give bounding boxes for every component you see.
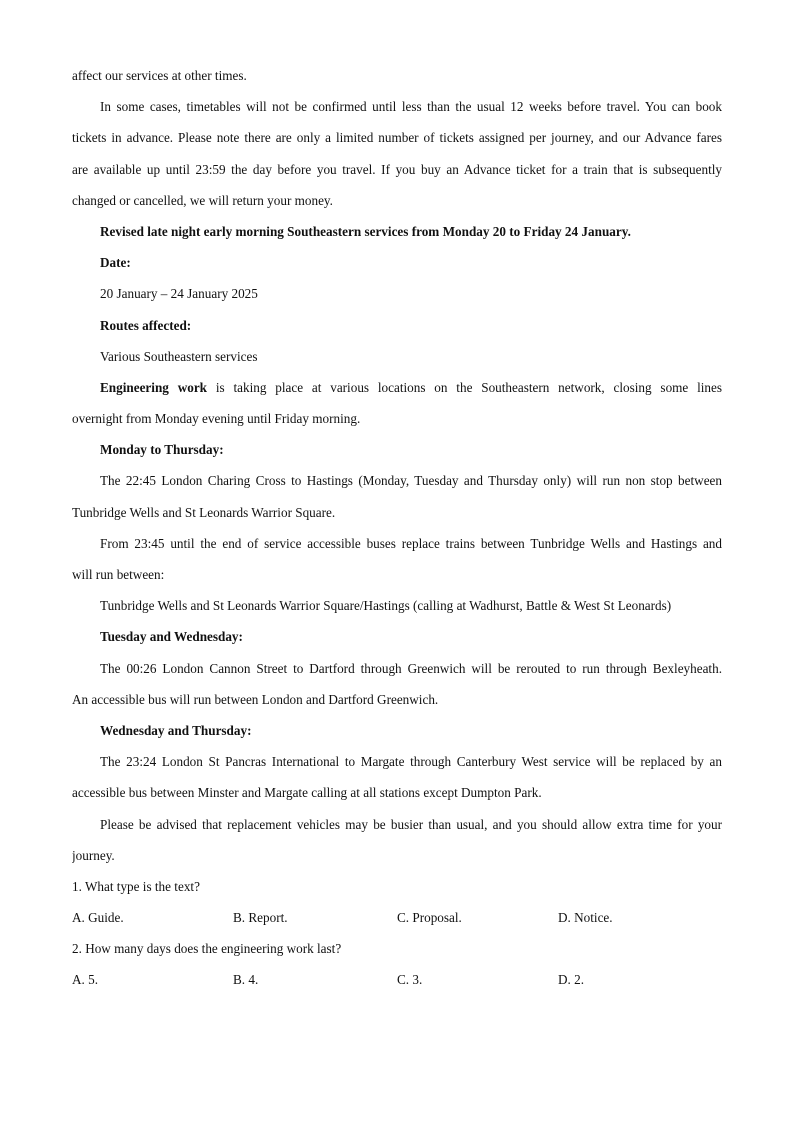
option-b: B. 4. [233,972,259,988]
engineering-work-bold: Engineering work [100,379,208,395]
text-line: Tunbridge Wells and St Leonards Warrior Square/Hastings (calling at Wadhurst, Battle & West St Leonards) [100,598,672,614]
text-span: is taking place at various locations on the Southeastern network, closing some lines [207,379,722,395]
routes-label: Routes affected: [100,317,192,333]
passage [72,60,722,996]
text-line: Please be advised that replacement vehicles may be busier than usual, and you should allow extra time for your [100,816,722,832]
text-line: accessible bus between Minster and Margate calling at all stations except Dumpton Park. [72,785,542,801]
text-line: The 00:26 London Cannon Street to Dartford through Greenwich will be rerouted to run through Bexleyheath. [100,660,722,676]
section-heading: Tuesday and Wednesday: [100,629,243,645]
section-heading: Monday to Thursday: [100,442,224,458]
text-line: overnight from Monday evening until Friday morning. [72,411,361,427]
text-line: The 23:24 London St Pancras International to Margate through Canterbury West service will be replaced by an [100,754,722,770]
option-c: C. Proposal. [397,910,462,926]
question-options [72,964,722,995]
text-line: In some cases, timetables will not be confirmed until less than the usual 12 weeks before travel. You can book [100,99,722,115]
option-c: C. 3. [397,972,423,988]
routes-value: Various Southeastern services [100,348,258,364]
section-heading: Wednesday and Thursday: [100,722,252,738]
text-line: The 22:45 London Charing Cross to Hastings (Monday, Tuesday and Thursday only) will run non stop between [100,473,722,489]
question-options [72,902,722,933]
text-line [72,372,722,403]
text-line: An accessible bus will run between London and Dartford Greenwich. [72,691,439,707]
text-line: From 23:45 until the end of service accessible buses replace trains between Tunbridge Wells and Hastings and [100,535,722,551]
question-stem: 2. How many days does the engineering work last? [72,941,342,957]
option-d: D. Notice. [558,910,613,926]
option-b: B. Report. [233,910,288,926]
date-label: Date: [100,255,131,271]
text-line: changed or cancelled, we will return your money. [72,192,333,208]
text-line: tickets in advance. Please note there are only a limited number of tickets assigned per journey, and our Advance fares [72,130,722,146]
option-d: D. 2. [558,972,585,988]
notice-heading: Revised late night early morning Southeastern services from Monday 20 to Friday 24 January. [100,223,631,239]
option-a: A. 5. [72,972,99,988]
question-stem: 1. What type is the text? [72,878,200,894]
text-line: will run between: [72,567,165,582]
text-line: journey. [72,847,115,863]
text-line: are available up until 23:59 the day before you travel. If you buy an Advance ticket for a train that is subsequently [72,161,722,177]
option-a: A. Guide. [72,910,124,926]
text-line: Tunbridge Wells and St Leonards Warrior Square. [72,504,336,520]
text-line: affect our services at other times. [72,68,247,83]
date-value: 20 January – 24 January 2025 [100,286,258,302]
